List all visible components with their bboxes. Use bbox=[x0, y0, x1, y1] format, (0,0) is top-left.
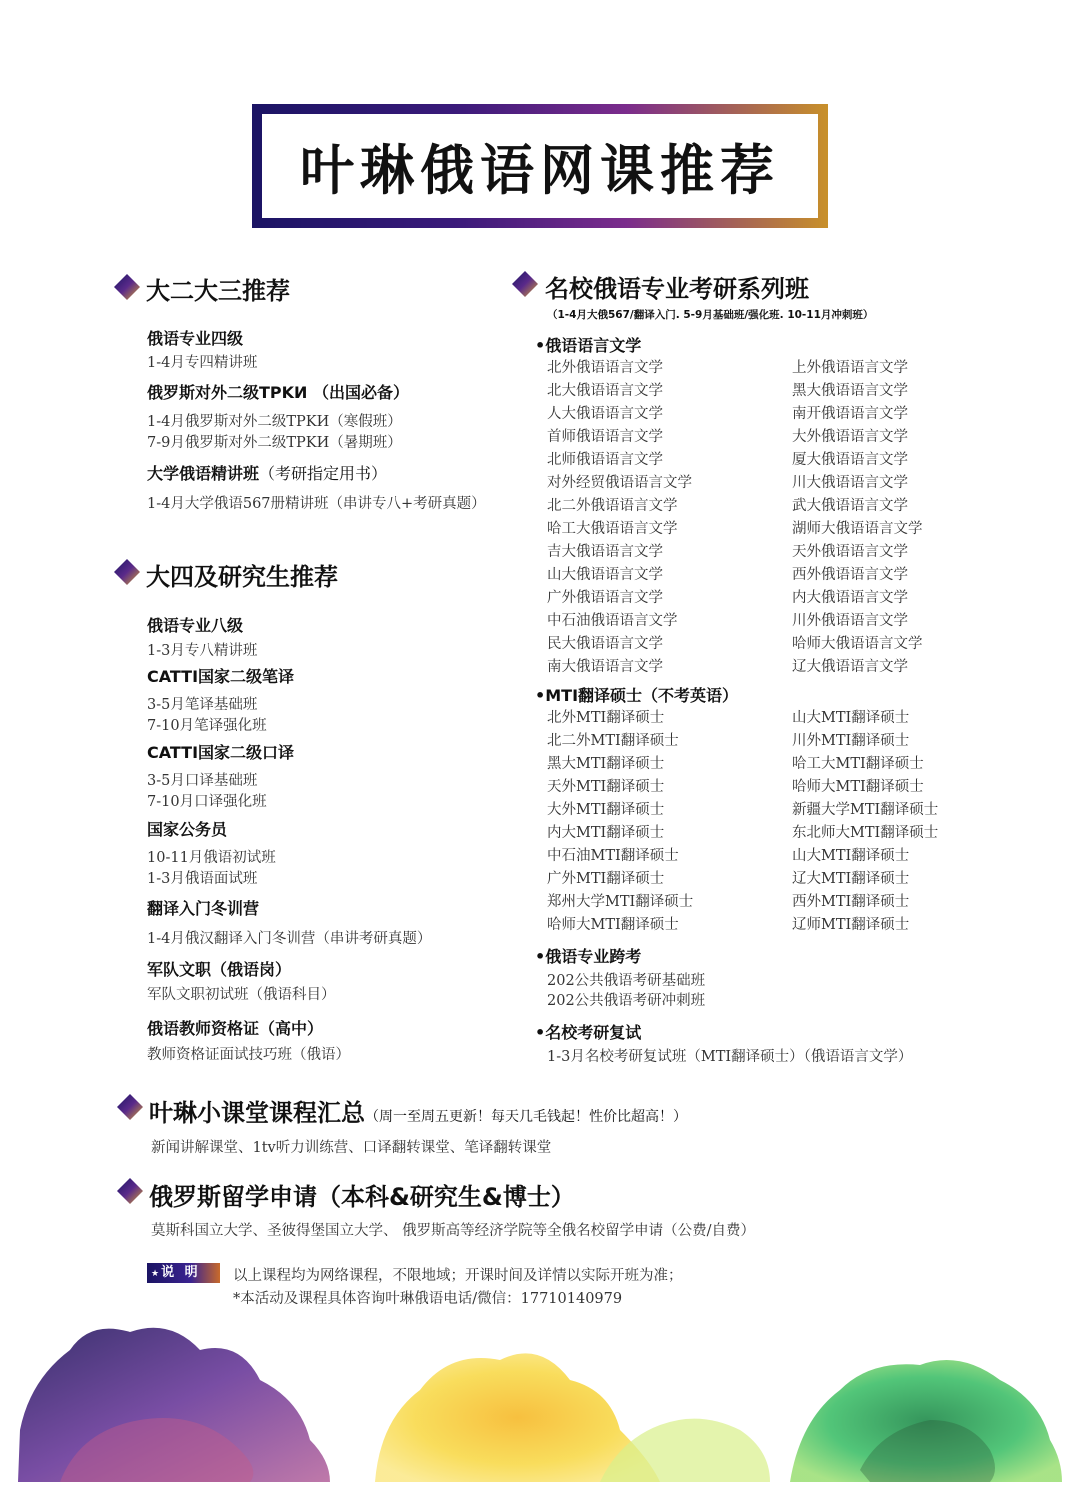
course-line: 1-4月专四精讲班 bbox=[147, 355, 258, 371]
list-item: 内大MTI翻译硕士 bbox=[547, 825, 665, 841]
section-heading-main: 叶琳小课堂课程汇总 bbox=[149, 1099, 365, 1127]
list-item: 天外MTI翻译硕士 bbox=[547, 779, 665, 795]
footer-note-line: 以上课程均为网络课程，不限地域；开课时间及详情以实际开班为准； bbox=[233, 1268, 683, 1284]
list-item: 大外俄语语言文学 bbox=[792, 429, 908, 445]
course-line: 新闻讲解课堂、1tv听力训练营、口译翻转课堂、笔译翻转课堂 bbox=[151, 1140, 552, 1156]
mti-list-right bbox=[792, 707, 938, 937]
section-heading-grad-exam: 名校俄语专业考研系列班 bbox=[545, 275, 809, 303]
section-heading-senior: 大四及研究生推荐 bbox=[146, 563, 338, 591]
list-item: 新疆大学MTI翻译硕士 bbox=[792, 802, 939, 818]
list-item: 哈工大MTI翻译硕士 bbox=[792, 756, 924, 772]
list-item: 内大俄语语言文学 bbox=[792, 590, 908, 606]
note-badge-label: 说 明 bbox=[161, 1265, 201, 1280]
course-line: 1-3月名校考研复试班（MTI翻译硕士）（俄语语言文学） bbox=[547, 1049, 913, 1065]
list-item: 吉大俄语语言文学 bbox=[547, 544, 663, 560]
list-item: 南开俄语语言文学 bbox=[792, 406, 908, 422]
list-item: 天外俄语语言文学 bbox=[792, 544, 908, 560]
course-group-title: 俄罗斯对外二级TPKИ （出国必备） bbox=[147, 383, 410, 402]
list-item: 南大俄语语言文学 bbox=[547, 659, 663, 675]
course-group-title: 俄语专业八级 bbox=[147, 616, 244, 635]
section-heading-sophomore: 大二大三推荐 bbox=[146, 277, 290, 305]
course-group-title: CATTI国家二级笔译 bbox=[147, 667, 295, 686]
watercolor-decoration bbox=[0, 1310, 1080, 1497]
list-item: 北外MTI翻译硕士 bbox=[547, 710, 665, 726]
list-item: 广外俄语语言文学 bbox=[547, 590, 663, 606]
list-item: 上外俄语语言文学 bbox=[792, 360, 908, 376]
course-line: 1-4月俄罗斯对外二级TPKИ（寒假班） bbox=[147, 414, 402, 430]
subheading-retest: •名校考研复试 bbox=[535, 1023, 642, 1042]
course-group-title bbox=[147, 461, 387, 484]
list-item: 中石油俄语语言文学 bbox=[547, 613, 678, 629]
list-item: 北外俄语语言文学 bbox=[547, 360, 663, 376]
list-item: 川外俄语语言文学 bbox=[792, 613, 908, 629]
course-group-title-note: （考研指定用书） bbox=[259, 464, 388, 483]
list-item: 人大俄语语言文学 bbox=[547, 406, 663, 422]
list-item: 哈师大MTI翻译硕士 bbox=[792, 779, 924, 795]
list-item: 东北师大MTI翻译硕士 bbox=[792, 825, 939, 841]
list-item: 西外俄语语言文学 bbox=[792, 567, 908, 583]
literature-list-left bbox=[547, 357, 692, 679]
schedule-note: （1-4月大俄567/翻译入门. 5-9月基础班/强化班. 10-11月冲刺班） bbox=[547, 309, 874, 321]
list-item: 对外经贸俄语语言文学 bbox=[547, 475, 692, 491]
subheading-cross-major: •俄语专业跨考 bbox=[535, 947, 642, 966]
list-item: 北师俄语语言文学 bbox=[547, 452, 663, 468]
course-line: 7-9月俄罗斯对外二级TPKИ（暑期班） bbox=[147, 435, 402, 451]
diamond-icon bbox=[117, 1094, 143, 1120]
list-item: 山大MTI翻译硕士 bbox=[792, 848, 910, 864]
course-line: 202公共俄语考研基础班 bbox=[547, 973, 706, 989]
list-item: 川外MTI翻译硕士 bbox=[792, 733, 910, 749]
diamond-icon bbox=[114, 559, 140, 585]
list-item: 民大俄语语言文学 bbox=[547, 636, 663, 652]
list-item: 厦大俄语语言文学 bbox=[792, 452, 908, 468]
course-line: 202公共俄语考研冲刺班 bbox=[547, 993, 706, 1009]
section-heading-study-abroad bbox=[149, 1177, 575, 1212]
list-item: 中石油MTI翻译硕士 bbox=[547, 848, 679, 864]
page-title: 叶琳俄语网课推荐 bbox=[300, 138, 780, 202]
mti-list-left bbox=[547, 707, 693, 937]
course-line: 7-10月笔译强化班 bbox=[147, 718, 267, 734]
section-heading-note: （本科&研究生&博士） bbox=[317, 1183, 575, 1211]
section-heading-main: 俄罗斯留学申请 bbox=[149, 1183, 317, 1211]
course-group-title-main: 大学俄语精讲班 bbox=[147, 464, 260, 483]
list-item: 黑大俄语语言文学 bbox=[792, 383, 908, 399]
list-item: 黑大MTI翻译硕士 bbox=[547, 756, 665, 772]
course-group-title: 军队文职（俄语岗） bbox=[147, 960, 292, 979]
course-group-title: 国家公务员 bbox=[147, 820, 228, 839]
course-line: 军队文职初试班（俄语科目） bbox=[147, 987, 336, 1003]
literature-list-right bbox=[792, 357, 923, 679]
diamond-icon bbox=[114, 274, 140, 300]
list-item: 郑州大学MTI翻译硕士 bbox=[547, 894, 694, 910]
list-item: 北大俄语语言文学 bbox=[547, 383, 663, 399]
course-line: 7-10月口译强化班 bbox=[147, 794, 267, 810]
subheading-mti: •MTI翻译硕士（不考英语） bbox=[535, 686, 739, 705]
list-item: 辽大俄语语言文学 bbox=[792, 659, 908, 675]
course-line: 莫斯科国立大学、圣彼得堡国立大学、 俄罗斯高等经济学院等全俄名校留学申请（公费/自费） bbox=[151, 1223, 755, 1239]
course-group-title: 俄语专业四级 bbox=[147, 329, 244, 348]
list-item: 山大MTI翻译硕士 bbox=[792, 710, 910, 726]
list-item: 湖师大俄语语言文学 bbox=[792, 521, 923, 537]
course-group-title: 俄语教师资格证（高中） bbox=[147, 1019, 324, 1038]
course-group-title: CATTI国家二级口译 bbox=[147, 743, 295, 762]
list-item: 哈工大俄语语言文学 bbox=[547, 521, 678, 537]
subheading-literature: •俄语语言文学 bbox=[535, 336, 642, 355]
list-item: 北二外俄语语言文学 bbox=[547, 498, 678, 514]
list-item: 山大俄语语言文学 bbox=[547, 567, 663, 583]
list-item: 北二外MTI翻译硕士 bbox=[547, 733, 679, 749]
diamond-icon bbox=[117, 1178, 143, 1204]
course-line: 1-4月俄汉翻译入门冬训营（串讲考研真题） bbox=[147, 931, 432, 947]
footer-contact-line: *本活动及课程具体咨询叶琳俄语电话/微信：17710140979 bbox=[233, 1291, 623, 1307]
diamond-icon bbox=[512, 271, 538, 297]
section-heading-mini-class bbox=[149, 1093, 687, 1128]
course-line: 10-11月俄语初试班 bbox=[147, 850, 276, 866]
course-line: 1-3月俄语面试班 bbox=[147, 871, 258, 887]
list-item: 川大俄语语言文学 bbox=[792, 475, 908, 491]
section-heading-note: （周一至周五更新！每天几毛钱起！性价比超高！） bbox=[365, 1109, 687, 1125]
course-line: 1-4月大学俄语567册精讲班（串讲专八+考研真题） bbox=[147, 496, 486, 512]
course-group-title: 翻译入门冬训营 bbox=[147, 899, 260, 918]
course-line: 3-5月口译基础班 bbox=[147, 773, 258, 789]
list-item: 武大俄语语言文学 bbox=[792, 498, 908, 514]
course-line: 1-3月专八精讲班 bbox=[147, 643, 258, 659]
list-item: 哈师大MTI翻译硕士 bbox=[547, 917, 679, 933]
course-line: 3-5月笔译基础班 bbox=[147, 697, 258, 713]
list-item: 大外MTI翻译硕士 bbox=[547, 802, 665, 818]
note-badge bbox=[147, 1263, 220, 1283]
list-item: 广外MTI翻译硕士 bbox=[547, 871, 665, 887]
list-item: 西外MTI翻译硕士 bbox=[792, 894, 910, 910]
list-item: 哈师大俄语语言文学 bbox=[792, 636, 923, 652]
list-item: 首师俄语语言文学 bbox=[547, 429, 663, 445]
star-icon: ★ bbox=[151, 1269, 160, 1279]
title-frame bbox=[252, 104, 828, 228]
course-line: 教师资格证面试技巧班（俄语） bbox=[147, 1047, 350, 1063]
list-item: 辽师MTI翻译硕士 bbox=[792, 917, 910, 933]
list-item: 辽大MTI翻译硕士 bbox=[792, 871, 910, 887]
